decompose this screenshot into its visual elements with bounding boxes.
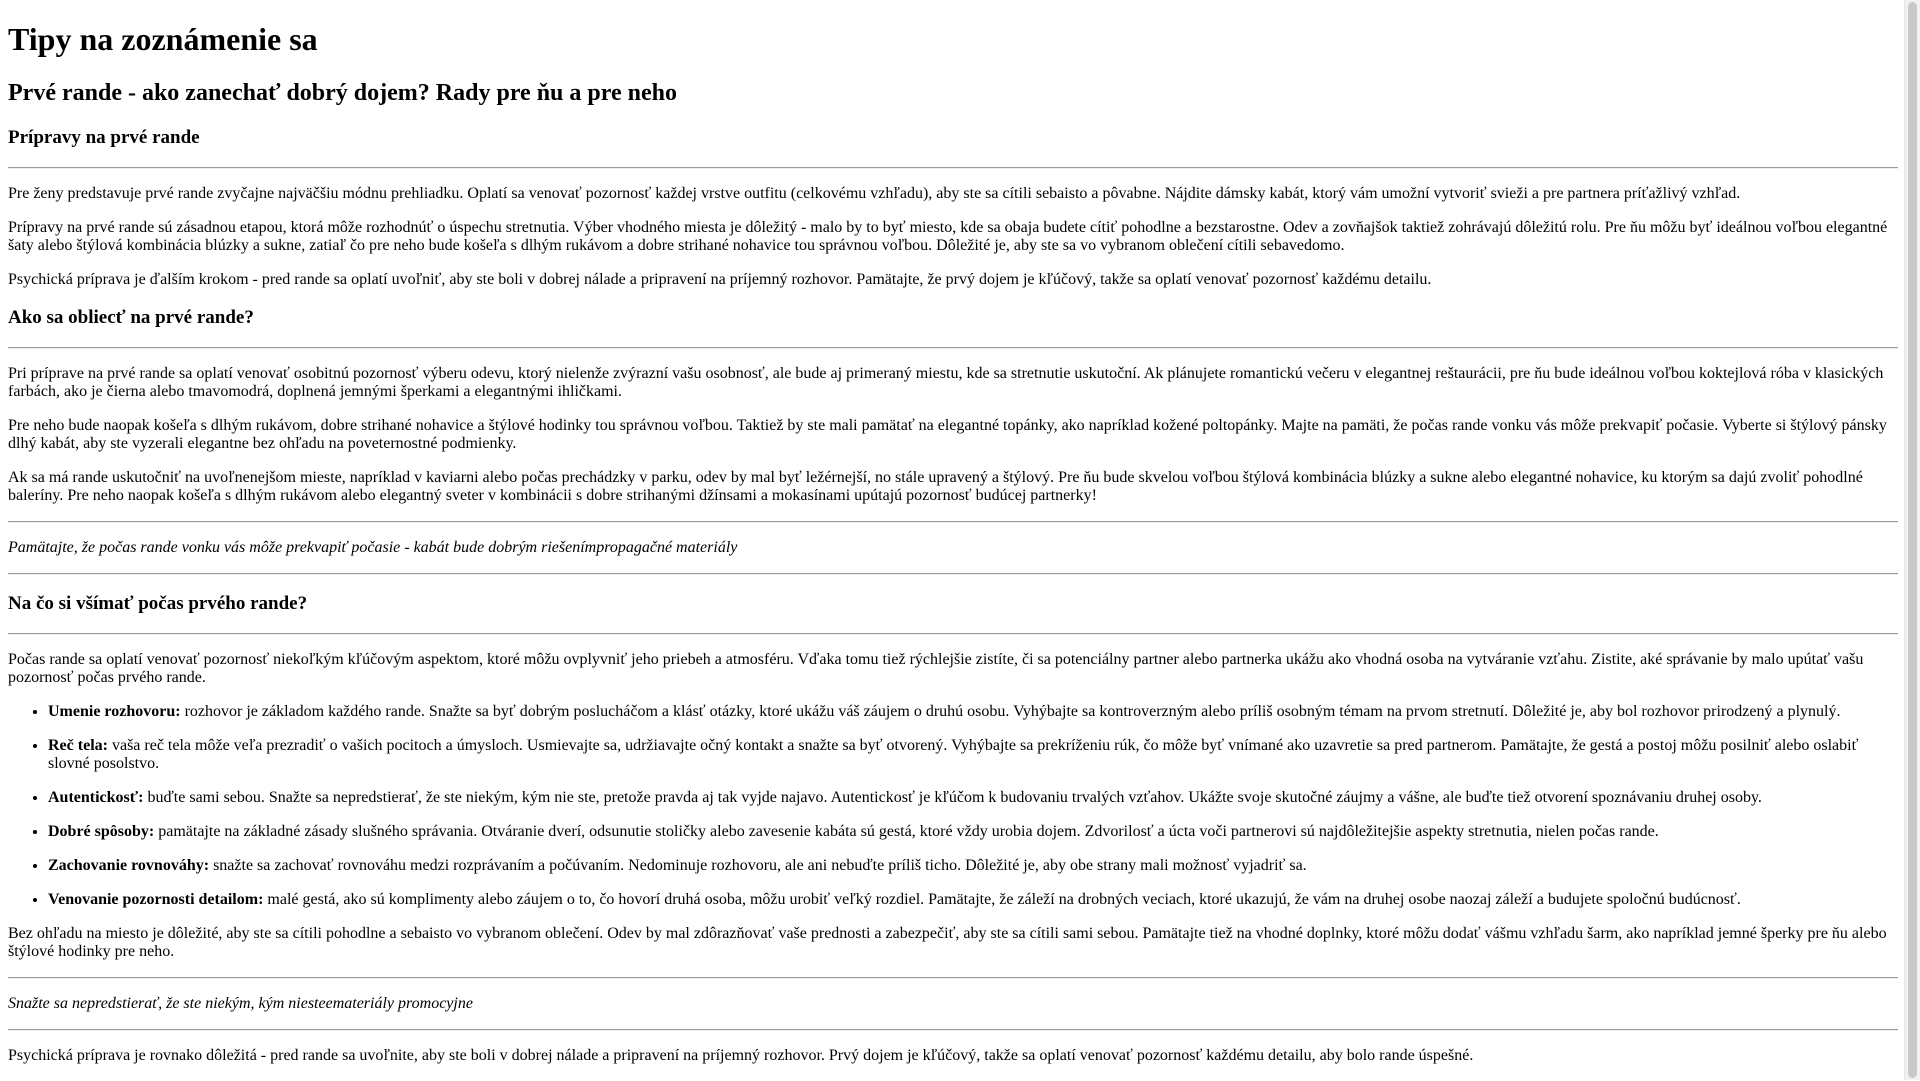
list-item [48,703,1898,721]
paragraph: Pri príprave na prvé rande sa oplatí venovať osobitnú pozornosť výberu odevu, ktorý nielenže zvýrazní vašu osobnosť, ale bude aj primeraný miestu, kde sa stretnutie uskutoční. Ak plánujete romantickú večeru v elegantnej reštaurácii, pre ňu bude ideálnou voľbou koktejlová róba v klasických farbách, ako je čierna alebo tmavomodrá, doplnená jemnými šperkami a elegantnými ihličkami. [8,365,1884,400]
divider [8,573,1898,575]
italic-note: Snažte sa nepredstierať, že ste niekým, kým niesteemateriály promocyjne [8,995,473,1012]
list-item-text: pamätajte na základné zásady slušného správania. Otváranie dverí, odsunutie stoličky alebo zavesenie kabáta sú gestá, ktoré vždy urobia dojem. Zdvorilosť a úcta voči partnerovi sú najdôležitejšie aspekty stretnutia, nielen počas rande. [154,823,1659,840]
paragraph: Psychická príprava je ďalším krokom - pred rande sa oplatí uvoľniť, aby ste boli v dobrej nálade a pripravení na príjemný rozhovor. Pamätajte, že prvý dojem je kľúčový, takže sa oplatí venovať pozornosť každému detailu. [8,271,1432,288]
paragraph: Pre ženy predstavuje prvé rande zvyčajne najväčšiu módnu prehliadku. Oplatí sa venovať pozornosť každej vrstve outfitu (celkovému vzhľadu), aby ste sa cítili sebaisto a pôvabne. Nájdite dámsky kabát, ktorý vám umožní vytvoriť svieži a pre partnera príťažlivý vzhľad. [8,185,1741,202]
divider [8,167,1898,169]
article-page [8,0,1898,1081]
paragraph: Psychická príprava je rovnako dôležitá - pred rande sa uvoľnite, aby ste boli v dobrej nálade a pripravení na príjemný rozhovor. Prvý dojem je kľúčový, takže sa oplatí venovať pozornosť každému detailu, aby bolo rande úspešné. [8,1047,1474,1064]
scrollbar-thumb[interactable] [1908,2,1917,1078]
article-title: Prvé rande - ako zanechať dobrý dojem? Rady pre ňu a pre neho [8,80,677,106]
list-item-text: buďte sami sebou. Snažte sa nepredstierať, že ste niekým, kým nie ste, pretože pravda aj tak vyjde najavo. Autentickosť je kľúčom k budovaniu trvalých vzťahov. Ukážte svoje skutočné záujmy a vášne, ale buďte tiež otvorení spoznávaniu druhej osoby. [143,789,1762,806]
list-item-term: Dobré spôsoby: [48,823,155,840]
divider [8,347,1898,349]
page-title: Tipy na zoznámenie sa [8,21,318,57]
list-item [48,823,1898,841]
divider [8,521,1898,523]
section-heading-preparations: Prípravy na prvé rande [8,127,200,148]
paragraph: Pre neho bude naopak košeľa s dlhým rukávom, dobre strihané nohavice a štýlové hodinky tou správnou voľbou. Taktiež by ste mali pamätať na elegantné topánky, ako napríklad kožené poltopánky. Majte na pamäti, že počas rande vonku vás môže prekvapiť počasie. Vyberte si štýlový pánsky dlhý kabát, aby ste vyzerali elegantne bez ohľadu na poveternostné podmienky. [8,417,1887,452]
paragraph: Prípravy na prvé rande sú zásadnou etapou, ktorá môže rozhodnúť o úspechu stretnutia. Výber vhodného miesta je dôležitý - malo by to byť miesto, kde sa obaja budete cítiť pohodlne a bezstarostne. Odev a zovňajšok taktiež zohrávajú dôležitú rolu. Pre ňu môžu byť ideálnou voľbou elegantné šaty alebo štýlová kombinácia blúzky a sukne, zatiaľ čo pre neho bude košeľa s dlhým rukávom a dobre strihané nohavice tou správnou voľbou. Dôležité je, aby ste sa vo vybranom oblečení cítili sebavedomo. [8,219,1888,254]
list-item [48,891,1898,909]
section-heading-outfit: Ako sa obliecť na prvé rande? [8,307,254,328]
tips-list [8,703,1898,909]
divider [8,977,1898,979]
list-item-text: malé gestá, ako sú komplimenty alebo záujem o to, čo hovorí druhá osoba, môžu urobiť veľký rozdiel. Pamätajte, že záleží na drobných veciach, ktoré ukazujú, že vám na druhej osobe naozaj záleží a budujete spoločnú budúcnosť. [263,891,1741,908]
divider [8,633,1898,635]
list-item-term: Venovanie pozornosti detailom: [48,891,264,908]
paragraph: Ak sa má rande uskutočniť na uvoľnenejšom mieste, napríklad v kaviarni alebo počas prechádzky v parku, odev by mal byť ležérnejší, no stále upravený a štýlový. Pre ňu bude skvelou voľbou štýlová kombinácia blúzky a sukne alebo elegantné nohavice, ku ktorým sa dajú zvoliť pohodlné baleríny. Pre neho naopak košeľa s dlhým rukávom alebo elegantný sveter v kombinácii s dobre strihanými džínsami a mokasínami upútajú pozornosť budúcej partnerky! [8,469,1863,504]
list-item-text: snažte sa zachovať rovnováhu medzi rozprávaním a počúvaním. Nedominuje rozhovoru, ale ani nebuďte príliš ticho. Dôležité je, aby obe strany mali možnosť vyjadriť sa. [209,857,1307,874]
italic-note: Pamätajte, že počas rande vonku vás môže prekvapiť počasie - kabát bude dobrým riešenímpropagačné materiály [8,539,738,556]
list-item [48,857,1898,875]
list-item [48,789,1898,807]
vertical-scrollbar[interactable] [1904,0,1920,1080]
section-heading-attention: Na čo si všímať počas prvého rande? [8,593,308,614]
divider [8,1029,1898,1031]
list-item [48,737,1898,773]
list-item-term: Reč tela: [48,737,108,754]
list-item-term: Umenie rozhovoru: [48,703,181,720]
paragraph: Počas rande sa oplatí venovať pozornosť niekoľkým kľúčovým aspektom, ktoré môžu ovplyvniť jeho priebeh a atmosféru. Vďaka tomu tiež rýchlejšie zistíte, či sa potenciálny partner alebo partnerka ukážu ako vhodná osoba na vytváranie vzťahu. Zistite, aké správanie by malo upútať vašu pozornosť počas prvého rande. [8,651,1864,686]
paragraph: Bez ohľadu na miesto je dôležité, aby ste sa cítili pohodlne a sebaisto vo vybranom oblečení. Odev by mal zdôrazňovať vaše prednosti a zabezpečiť, aby ste sa cítili sami sebou. Pamätajte tiež na vhodné doplnky, ktoré môžu dodať vášmu vzhľadu šarm, ako napríklad jemné šperky pre ňu alebo štýlové hodinky pre neho. [8,925,1887,960]
list-item-term: Zachovanie rovnováhy: [48,857,210,874]
list-item-text: vaša reč tela môže veľa prezradiť o vašich pocitoch a úmysloch. Usmievajte sa, udržiavajte očný kontakt a snažte sa byť otvorený. Vyhýbajte sa prekríženiu rúk, čo môže byť vnímané ako uzavretie sa pred partnerom. Pamätajte, že gestá a postoj môžu posilniť alebo oslabiť slovné posolstvo. [48,737,1859,772]
list-item-text: rozhovor je základom každého rande. Snažte sa byť dobrým poslucháčom a klásť otázky, ktoré ukážu váš záujem o druhú osobu. Vyhýbajte sa kontroverzným alebo príliš osobným témam na prvom stretnutí. Dôležité je, aby bol rozhovor prirodzený a plynulý. [180,703,1841,720]
list-item-term: Autentickosť: [48,789,144,806]
